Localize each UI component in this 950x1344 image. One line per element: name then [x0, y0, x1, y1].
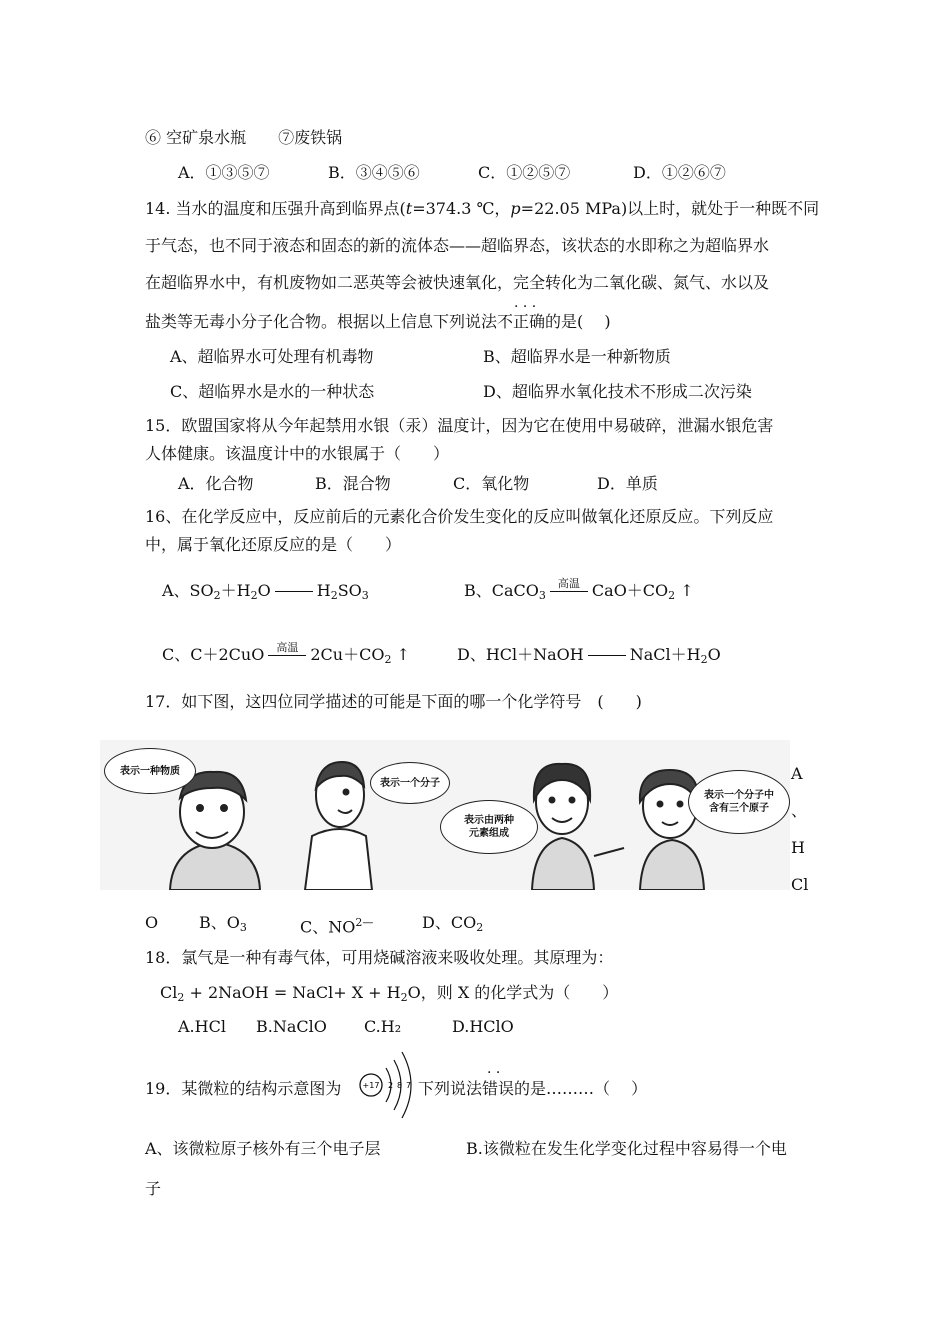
q17-option-c: C、$NO^{2—}$ — [300, 916, 374, 937]
q16-option-d: D、HCl＋NaOH $NaCl+H_2O$ — [457, 645, 721, 666]
shell-3-count: 7 — [406, 1081, 412, 1090]
shell-2-count: 8 — [397, 1081, 403, 1090]
q18-option-d: D.HClO — [452, 1017, 514, 1036]
q13-items-line: ⑥ 空矿泉水瓶 ⑦废铁锅 — [145, 128, 343, 147]
q19-option-a: A、该微粒原子核外有三个电子层 — [145, 1139, 381, 1158]
q18-equation: $Cl_2$ + 2NaOH = NaCl+ $X + H_2O$，则 X 的化学式为（ ） — [160, 983, 619, 1004]
q14-line-2: 于气态，也不同于液态和固态的新的流体态——超临界态，该状态的水即称之为超临界水 — [145, 236, 770, 255]
q17-option-d: D、$CO_2$ — [422, 913, 484, 934]
q18-option-c: C.H₂ — [364, 1017, 402, 1036]
q15-line-2: 人体健康。该温度计中的水银属于（ ） — [145, 444, 450, 463]
q19-emphasis-dots: · · — [487, 1065, 501, 1081]
q14-emphasis-dots: · · · — [514, 299, 537, 315]
q16-option-b: B、CaCO$_3$ 高温 $CaO+CO_2$ ↑ — [464, 576, 694, 602]
q14-line-4: 盐类等无毒小分子化合物。根据以上信息下列说法不正确的是( ) — [145, 312, 611, 331]
speech-bubble-4: 表示一个分子中 含有三个原子 — [688, 770, 790, 834]
speech-bubble-3: 表示由两种 元素组成 — [440, 800, 538, 854]
q17-option-a-h: H — [791, 838, 805, 857]
q14-option-b: B、超临界水是一种新物质 — [483, 347, 671, 366]
q18-option-a: A.HCl — [178, 1017, 226, 1036]
q15-option-b: B．混合物 — [315, 474, 391, 493]
q13-option-a: A．①③⑤⑦ — [178, 163, 270, 182]
speech-bubble-1: 表示一种物质 — [104, 748, 196, 794]
q19-option-b: B.该微粒在发生化学变化过程中容易得一个电 — [466, 1139, 787, 1158]
q18-line-1: 18．氯气是一种有毒气体，可用烧碱溶液来吸收处理。其原理为： — [145, 948, 614, 967]
shell-1-count: 2 — [388, 1081, 394, 1090]
atom-structure-diagram — [358, 1050, 420, 1120]
q16-option-a: A、$SO_2+H_2O$ $H_2SO_3$ — [162, 581, 369, 602]
q16-line-1: 16、在化学反应中，反应前后的元素化合价发生变化的反应叫做氧化还原反应。下列反应 — [145, 507, 774, 526]
q17-option-a-tail: O — [145, 913, 159, 932]
q14-line-1: 14. 当水的温度和压强升高到临界点(t=374.3 ℃，p=22.05 MPa)以上时，就处于一种既不同 — [145, 199, 820, 218]
q19-option-b-continued: 子 — [145, 1179, 162, 1198]
q15-line-1: 15．欧盟国家将从今年起禁用水银（汞）温度计，因为它在使用中易破碎，泄漏水银危害 — [145, 416, 774, 435]
q15-option-a: A．化合物 — [178, 474, 254, 493]
q13-option-c: C．①②⑤⑦ — [478, 163, 571, 182]
q14-line-3: 在超临界水中，有机废物如二恶英等会被快速氧化，完全转化为二氧化碳、氮气、水以及 — [145, 273, 770, 292]
q15-option-d: D．单质 — [597, 474, 658, 493]
q19-line-b: 下列说法错误的是………（ ） — [418, 1079, 648, 1098]
q17-option-b: B、$O_3$ — [199, 913, 247, 934]
q18-option-b: B.NaClO — [256, 1017, 327, 1036]
q14-option-d: D、超临界水氧化技术不形成二次污染 — [483, 382, 752, 401]
four-students-illustration — [100, 740, 790, 890]
q17-option-a-letter: A — [791, 764, 803, 783]
q19-line-a: 19．某微粒的结构示意图为 — [145, 1079, 342, 1098]
q17-line-1: 17．如下图，这四位同学描述的可能是下面的哪一个化学符号 ( ) — [145, 692, 642, 711]
q17-option-a-separator: 、 — [791, 801, 808, 820]
q13-option-d: D．①②⑥⑦ — [633, 163, 726, 182]
q16-line-2: 中，属于氧化还原反应的是（ ） — [145, 535, 402, 554]
q14-option-a: A、超临界水可处理有机毒物 — [170, 347, 374, 366]
nucleus-charge: +17 — [362, 1081, 380, 1090]
q14-option-c: C、超临界水是水的一种状态 — [170, 382, 375, 401]
speech-bubble-2: 表示一个分子 — [370, 762, 450, 804]
q17-option-a-cl: Cl — [791, 875, 809, 894]
q16-option-c: C、C＋2CuO 高温 $2Cu+CO_2$ ↑ — [162, 640, 410, 666]
q15-option-c: C．氧化物 — [453, 474, 530, 493]
q13-option-b: B．③④⑤⑥ — [328, 163, 420, 182]
